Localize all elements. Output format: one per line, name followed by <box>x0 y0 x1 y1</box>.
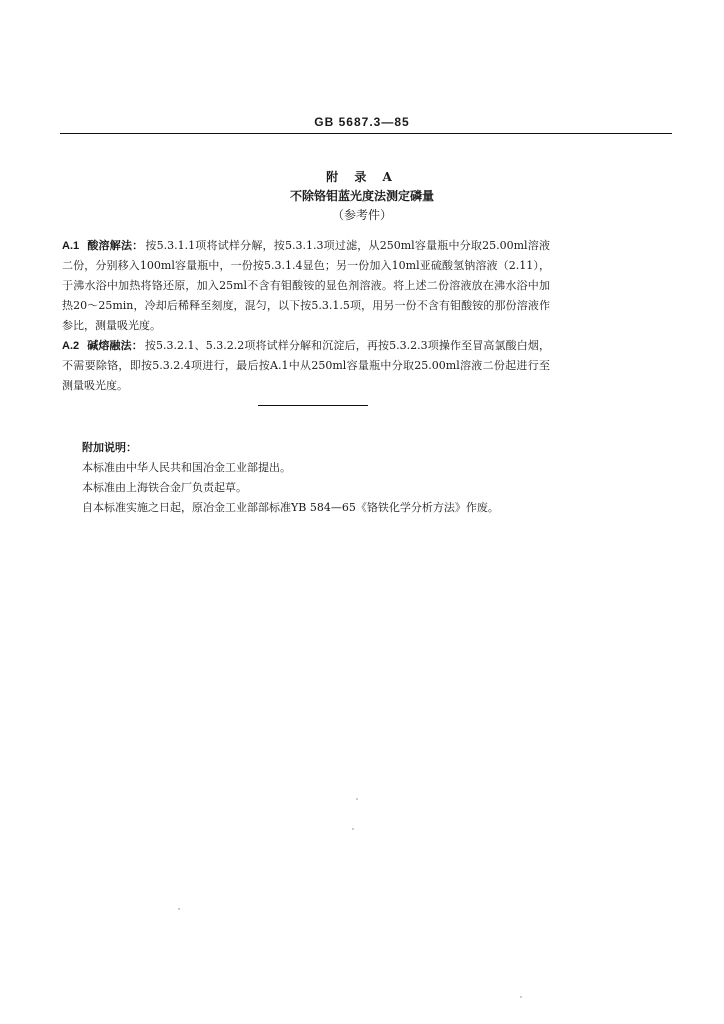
paragraph-lead: 碱熔融法： <box>87 339 143 352</box>
scan-speck <box>352 828 354 830</box>
paragraph-number: A.1 <box>62 240 80 252</box>
paragraph-a2 <box>62 336 550 396</box>
appendix-title: 不除铬钼蓝光度法测定磷量 <box>289 189 434 203</box>
paragraph-text: 按5.3.2.1、5.3.2.2项将试样分解和沉淀后，再按5.3.2.3项操作至冒高氯酸白烟，不需要除铬，即按5.3.2.4项进行，最后按A.1中从250ml容量瓶中分取25.00ml溶液二份起进行至测量吸光度。 <box>62 339 550 392</box>
header-rule <box>60 133 672 134</box>
scan-speck <box>178 908 180 910</box>
section-divider <box>258 405 368 406</box>
scan-speck <box>520 996 522 998</box>
standard-code: GB 5687.3—85 <box>314 115 410 129</box>
paragraph-lead: 酸溶解法： <box>87 239 144 252</box>
appendix-note: （参考件） <box>331 208 392 222</box>
scan-speck <box>356 798 358 800</box>
appendix-body <box>62 236 550 396</box>
appendix-label: 附 录 A <box>326 170 398 184</box>
note-line: 本标准由上海铁合金厂负责起草。 <box>82 481 247 494</box>
note-line: 本标准由中华人民共和国冶金工业部提出。 <box>82 461 291 474</box>
note-line: 自本标准实施之日起，原冶金工业部部标准YB 584—65《铬铁化学分析方法》作废。 <box>82 501 499 514</box>
notes-heading: 附加说明： <box>82 441 137 454</box>
paragraph-text: 按5.3.1.1项将试样分解，按5.3.1.3项过滤，从250ml容量瓶中分取25.00ml溶液二份，分别移入100ml容量瓶中，一份按5.3.1.4显色；另一份加入10ml亚硫酸氢钠溶液（2.11），于沸水浴中加热将铬还原，加入25ml不含有钼酸铵的显色剂溶液。将上述二份溶液放在沸水浴中加热20～25min，冷却后稀释至刻度，混匀，以下按5.3.1.5项，用另一份不含有钼酸铵的那份溶液作参比，测量吸光度。 <box>62 239 550 332</box>
additional-notes <box>82 438 602 518</box>
paragraph-a1 <box>62 236 550 336</box>
paragraph-number: A.2 <box>62 340 80 352</box>
